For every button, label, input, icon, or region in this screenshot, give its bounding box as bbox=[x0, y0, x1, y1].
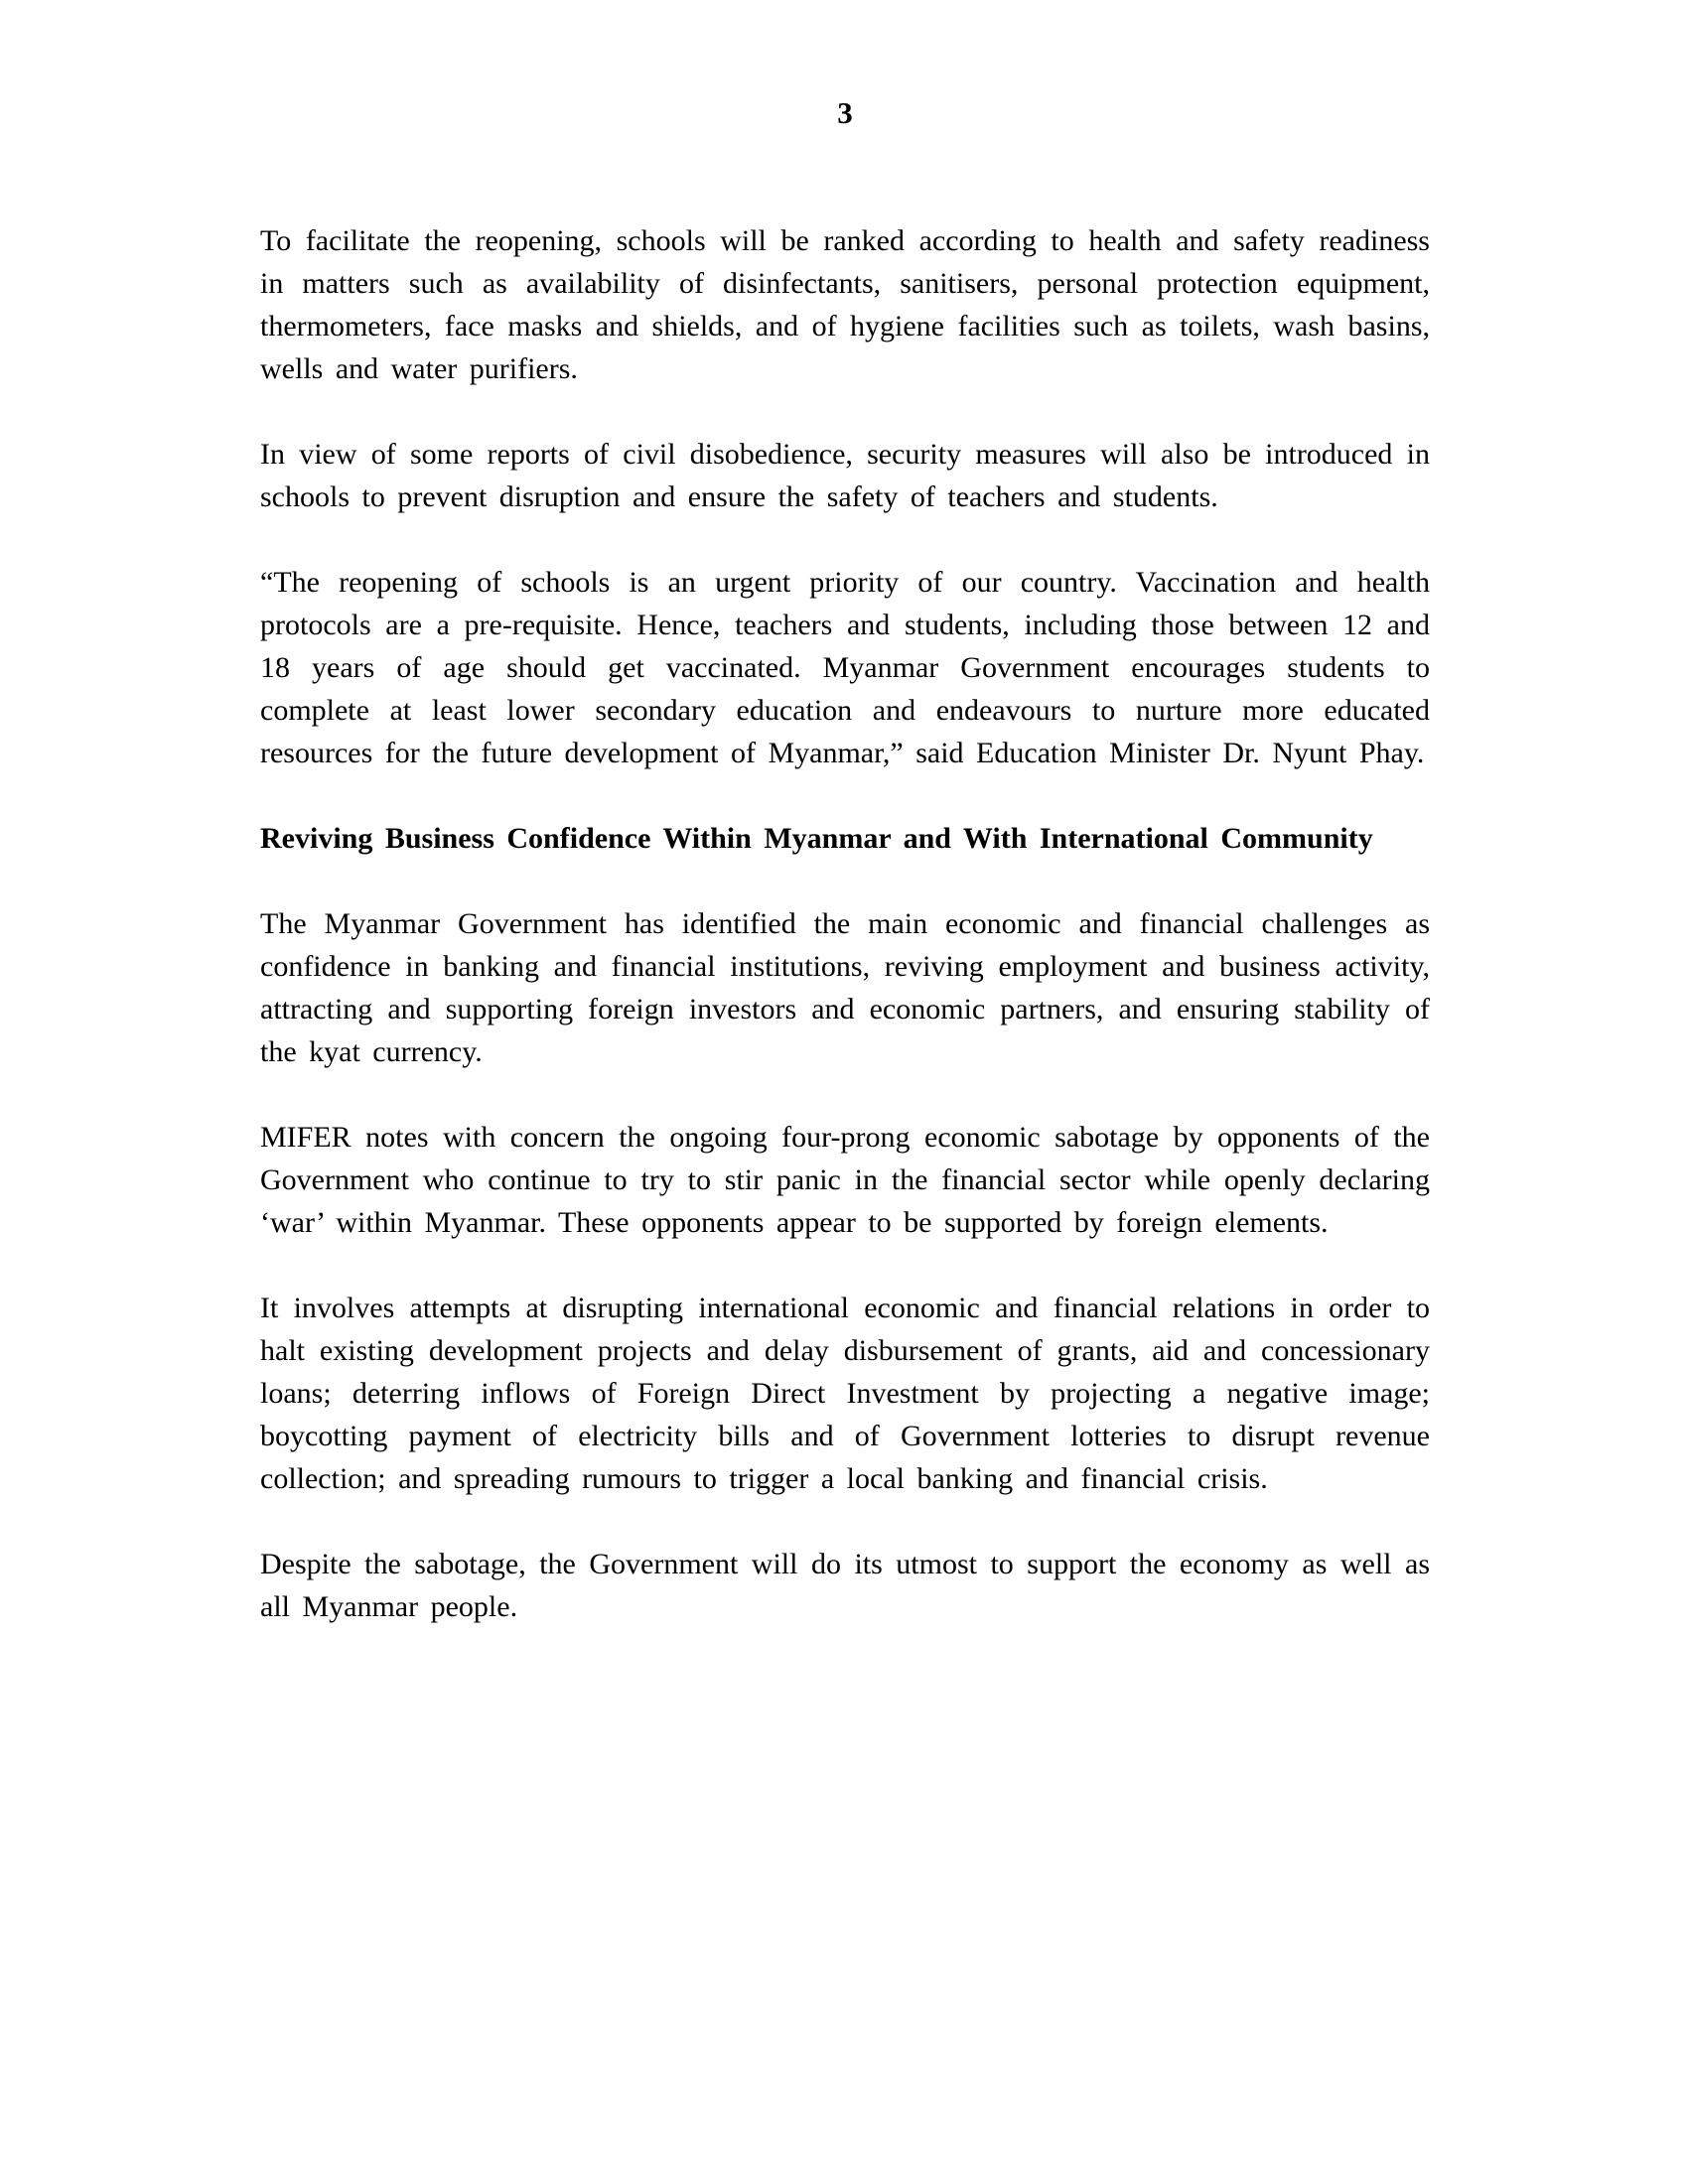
document-body bbox=[260, 219, 1430, 1671]
page-number: 3 bbox=[837, 95, 853, 130]
paragraph-reopening-ranking: To facilitate the reopening, schools will be ranked according to health and safety readiness in matters such as availability of disinfectants, sanitisers, personal protection equipment, thermometers, face masks and shields, and of hygiene facilities such as toilets, wash basins, wells and water purifiers. bbox=[260, 224, 1430, 385]
paragraph-security-measures: In view of some reports of civil disobedience, security measures will also be introduced in schools to prevent disruption and ensure the safety of teachers and students. bbox=[260, 438, 1430, 513]
paragraph-sabotage-details: It involves attempts at disrupting international economic and financial relations in order to halt existing development projects and delay disbursement of grants, aid and concessionary loans; deterring inflows of Foreign Direct Investment by projecting a negative image; boycotting payment of electricity bills and of Government lotteries to disrupt revenue collection; and spreading rumours to trigger a local banking and financial crisis. bbox=[260, 1292, 1430, 1495]
paragraph-economic-challenges: The Myanmar Government has identified the main economic and financial challenges as confidence in banking and financial institutions, reviving employment and business activity, attracting and supporting foreign investors and economic partners, and ensuring stability of the kyat currency. bbox=[260, 907, 1430, 1068]
paragraph-government-support: Despite the sabotage, the Government will do its utmost to support the economy as well as all Myanmar people. bbox=[260, 1548, 1430, 1623]
section-heading-business-confidence: Reviving Business Confidence Within Myanmar and With International Community bbox=[260, 822, 1373, 855]
paragraph-mifer-sabotage: MIFER notes with concern the ongoing four-prong economic sabotage by opponents of the Government who continue to try to stir panic in the financial sector while openly declaring ‘war’ within Myanmar. These opponents appear to be supported by foreign elements. bbox=[260, 1121, 1430, 1239]
paragraph-minister-quote: “The reopening of schools is an urgent priority of our country. Vaccination and health protocols are a pre-requisite. Hence, teachers and students, including those between 12 and 18 years of age should get vaccinated. Myanmar Government encourages students to complete at least lower secondary education and endeavours to nurture more educated resources for the future development of Myanmar,” said Education Minister Dr. Nyunt Phay. bbox=[260, 566, 1430, 769]
